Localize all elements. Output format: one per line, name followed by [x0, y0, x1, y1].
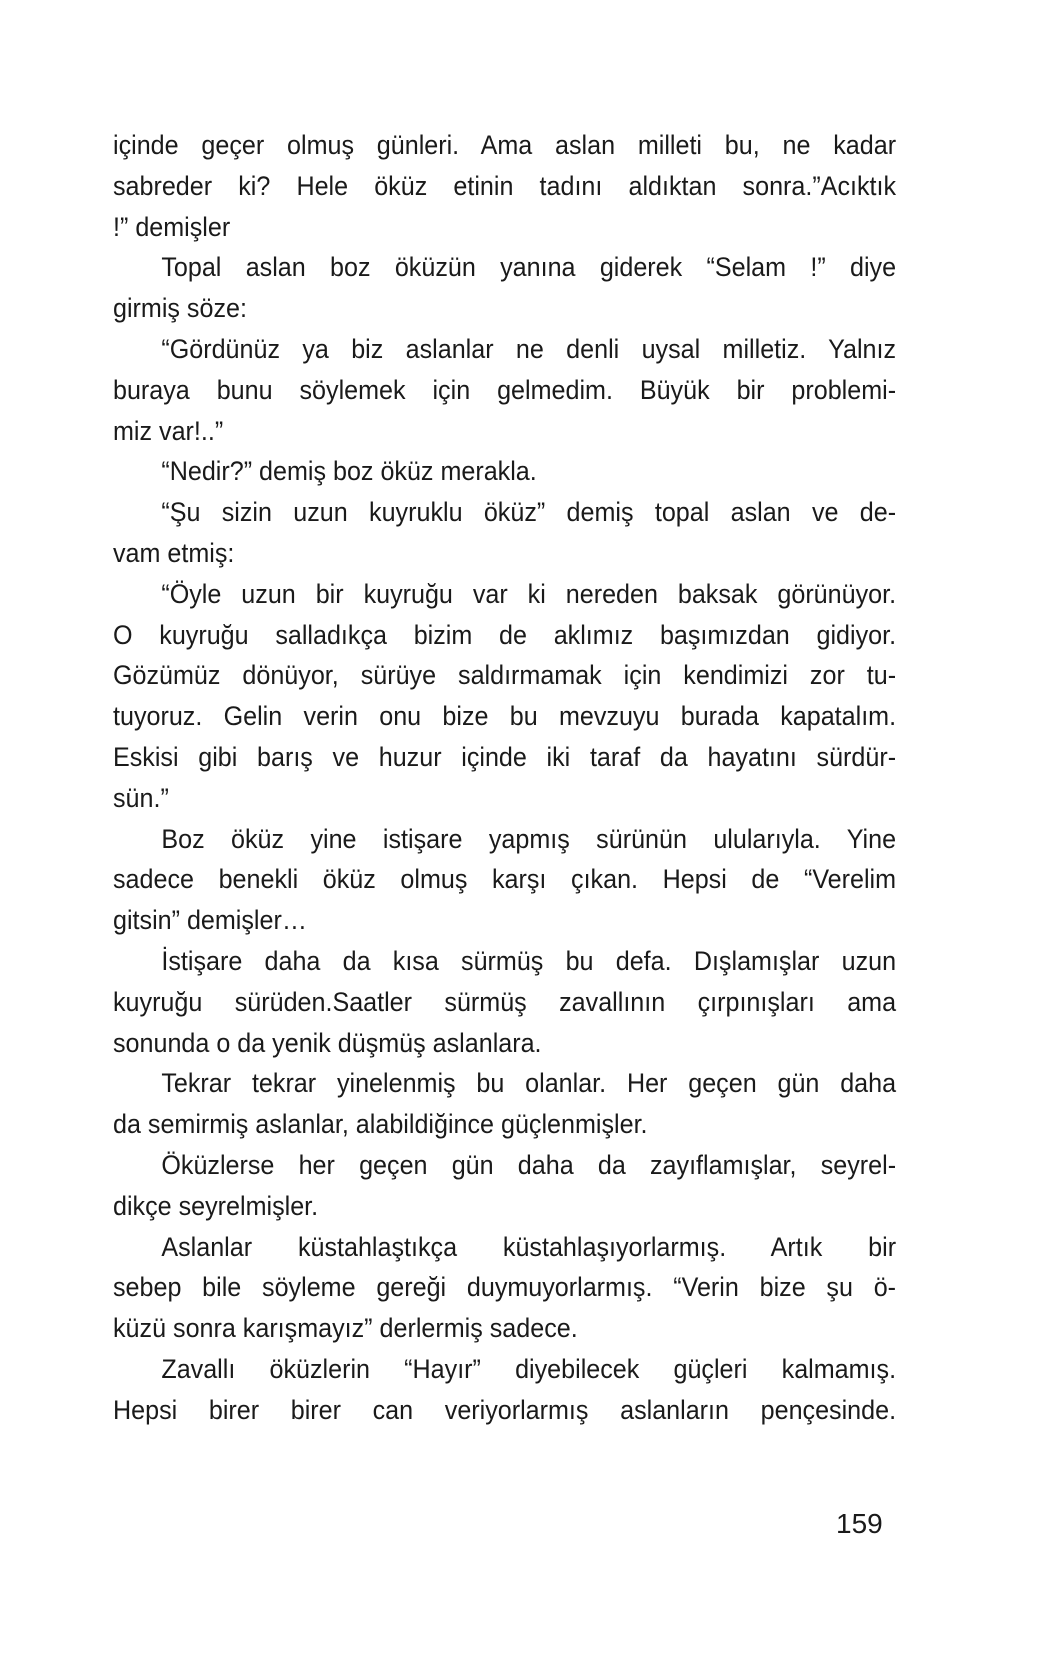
text-line: “Gördünüz ya biz aslanlar ne denli uysal milletiz. Yalnız: [161, 333, 897, 364]
text-line: Gözümüz dönüyor, sürüye saldırmamak için kendimizi zor tu-: [113, 660, 897, 691]
text-line: Eskisi gibi barış ve huzur içinde iki taraf da hayatını sürdür-: [113, 741, 897, 772]
text-line: “Öyle uzun bir kuyruğu var ki nereden baksak görünüyor.: [161, 578, 897, 609]
text-line: sabreder ki? Hele öküz etinin tadını aldıktan sonra.”Acıktık: [113, 170, 897, 201]
text-line: gitsin” demişler…: [113, 905, 307, 936]
text-line: sün.”: [113, 782, 169, 813]
text-line: girmiş söze:: [113, 293, 247, 324]
text-line: “Nedir?” demiş boz öküz merakla.: [161, 456, 537, 487]
text-line: !” demişler: [113, 211, 231, 242]
text-line: da semirmiş aslanlar, alabildiğince güçlenmişler.: [113, 1109, 648, 1140]
text-line: içinde geçer olmuş günleri. Ama aslan milleti bu, ne kadar: [113, 130, 897, 160]
text-line: buraya bunu söylemek için gelmedim. Büyük bir problemi-: [113, 374, 897, 405]
text-line: miz var!..”: [113, 415, 224, 446]
book-page-body: [113, 125, 896, 1431]
text-line: sebep bile söyleme gereği duymuyorlarmış. “Verin bize şu ö-: [113, 1272, 897, 1303]
text-line: tuyoruz. Gelin verin onu bize bu mevzuyu burada kapatalım.: [113, 701, 897, 732]
text-line: Hepsi birer birer can veriyorlarmış aslanların pençesinde.: [113, 1394, 897, 1425]
text-line: vam etmiş:: [113, 537, 235, 568]
text-line: O kuyruğu salladıkça bizim de aklımız başımızdan gidiyor.: [113, 619, 897, 650]
text-line: Öküzlerse her geçen gün daha da zayıflamışlar, seyrel-: [161, 1149, 897, 1180]
text-line: Tekrar tekrar yinelenmiş bu olanlar. Her geçen gün daha: [161, 1068, 897, 1099]
text-line: sonunda o da yenik düşmüş aslanlara.: [113, 1027, 542, 1058]
text-line: Boz öküz yine istişare yapmış sürünün ulularıyla. Yine: [161, 823, 897, 854]
text-line: “Şu sizin uzun kuyruklu öküz” demiş topal aslan ve de-: [161, 497, 897, 528]
text-line: Topal aslan boz öküzün yanına giderek “Selam !” diye: [161, 252, 897, 283]
text-line: İstişare daha da kısa sürmüş bu defa. Dışlamışlar uzun: [161, 945, 897, 976]
text-line: kuyruğu sürüden.Saatler sürmüş zavallının çırpınışları ama: [113, 986, 897, 1017]
text-line: dikçe seyrelmişler.: [113, 1190, 319, 1221]
text-line: sadece benekli öküz olmuş karşı çıkan. Hepsi de “Verelim: [113, 864, 897, 895]
page-number: 159: [836, 1508, 883, 1539]
text-line: küzü sonra karışmayız” derlermiş sadece.: [113, 1313, 578, 1344]
text-line: Zavallı öküzlerin “Hayır” diyebilecek güçleri kalmamış.: [161, 1353, 897, 1384]
text-line: Aslanlar küstahlaştıkça küstahlaşıyorlarmış. Artık bir: [161, 1231, 897, 1262]
